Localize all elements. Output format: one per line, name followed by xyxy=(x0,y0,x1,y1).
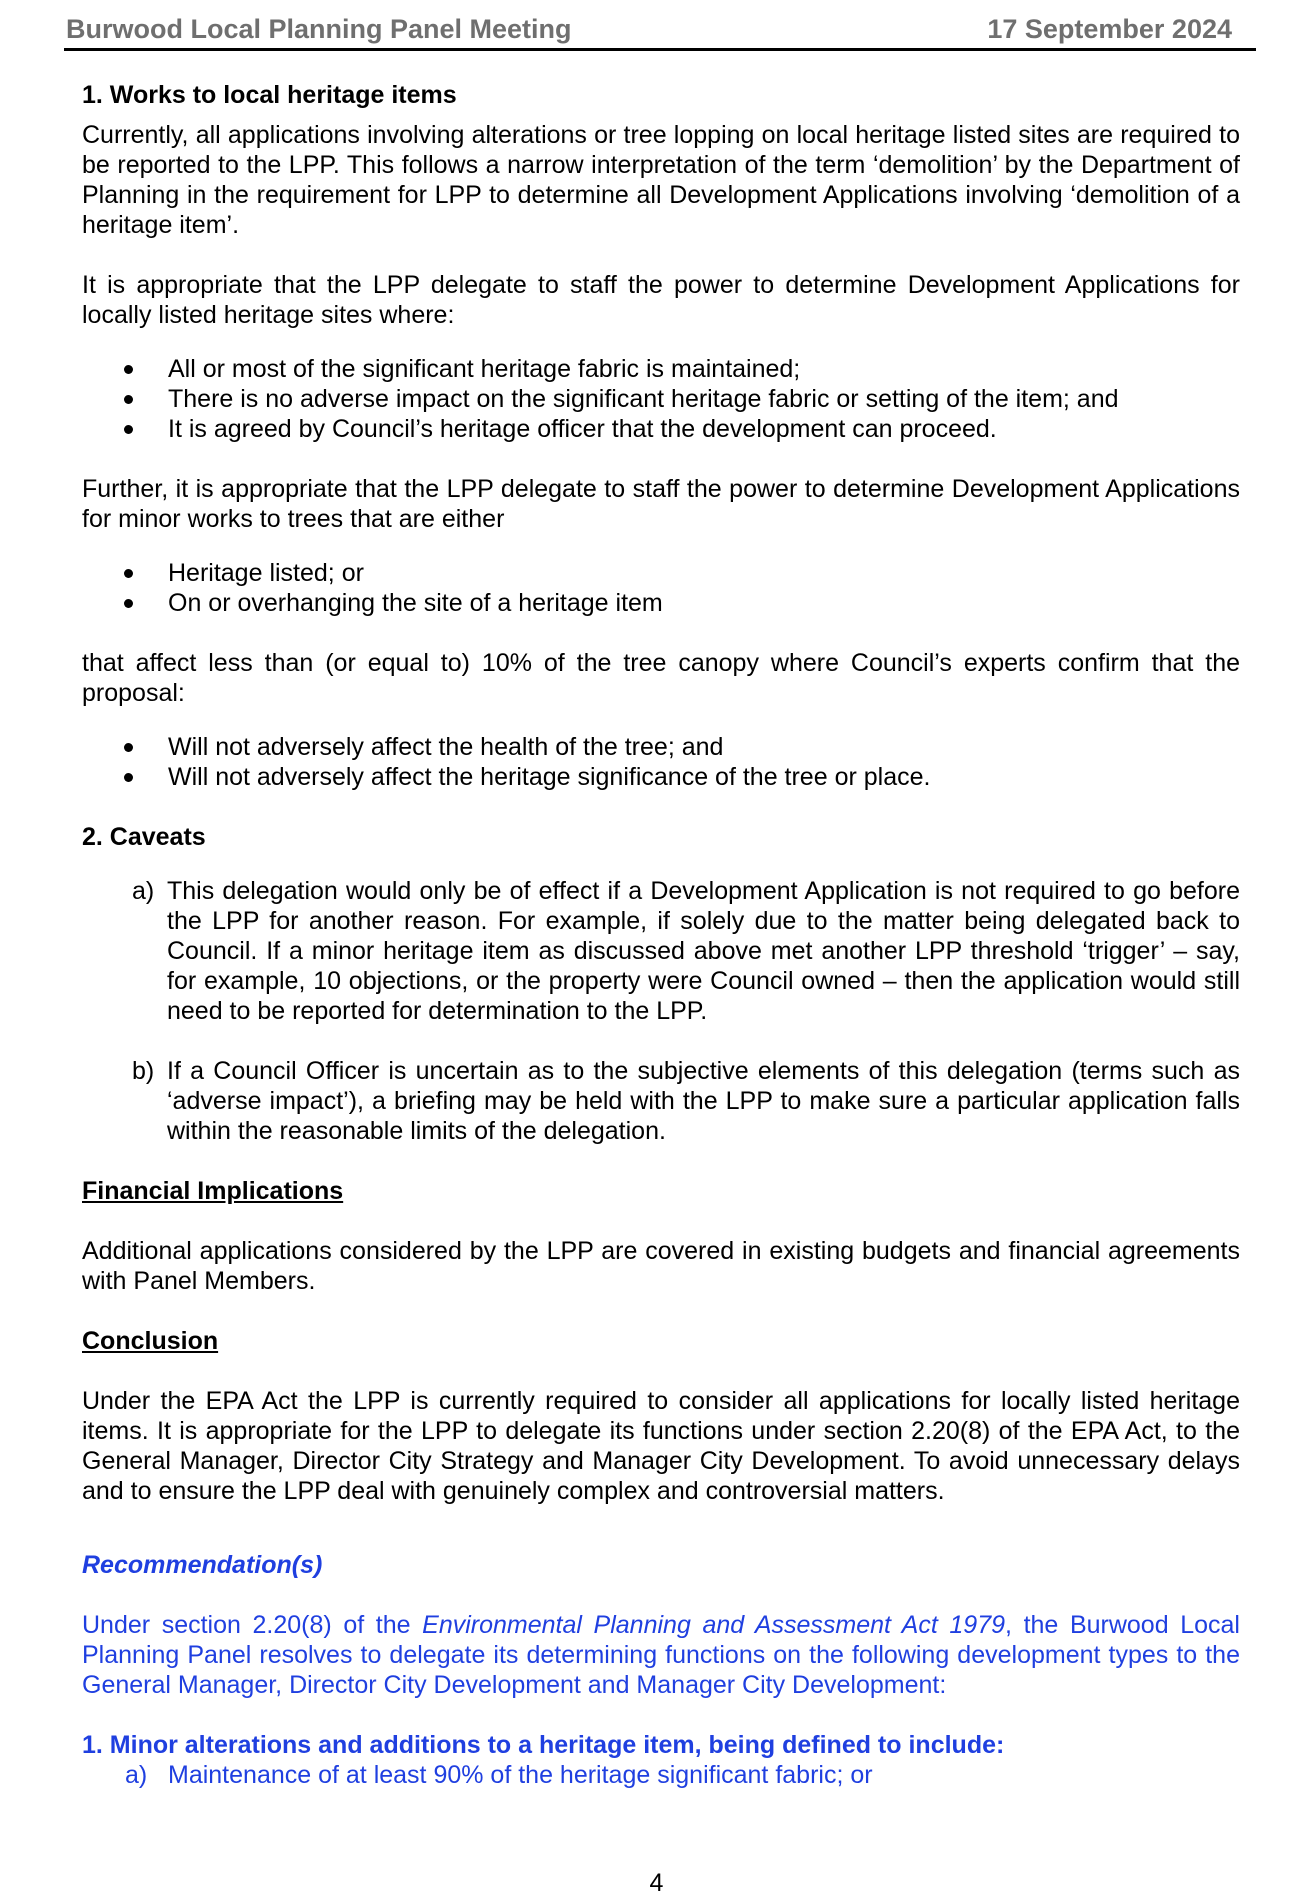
caveats-list xyxy=(82,876,1240,1146)
list-item: It is agreed by Council’s heritage officer that the development can proceed. xyxy=(82,414,1240,444)
bullet-icon xyxy=(124,773,133,782)
paragraph: Further, it is appropriate that the LPP delegate to staff the power to determine Development Applications for minor works to trees that are either xyxy=(82,475,1240,533)
bullet-icon xyxy=(124,599,133,608)
list-item: There is no adverse impact on the significant heritage fabric or setting of the item; and xyxy=(82,384,1240,414)
bullet-icon xyxy=(124,425,133,434)
bullet-icon xyxy=(124,569,133,578)
list-marker: a) xyxy=(132,877,155,905)
paragraph: Currently, all applications involving alterations or tree lopping on local heritage listed sites are required to be reported to the LPP. This follows a narrow interpretation of the term ‘demolition’ by the Department of Planning in the requirement for LPP to determine all Development Applications involving ‘demolition of a heritage item’. xyxy=(82,121,1240,239)
bullet-list xyxy=(82,558,1240,618)
list-marker: b) xyxy=(132,1057,155,1085)
act-name: Environmental Planning and Assessment Act 1979 xyxy=(422,1611,1006,1639)
financial-heading: Financial Implications xyxy=(82,1177,344,1205)
recommendation-paragraph: Under section 2.20(8) of the Environmental Planning and Assessment Act 1979, the Burwood Local Planning Panel resolves to delegate its determining functions on the following development types to the General Manager, Director City Development and Manager City Development: xyxy=(82,1611,1240,1699)
bullet-icon xyxy=(124,743,133,752)
page-header xyxy=(64,12,1256,51)
bullet-icon xyxy=(124,365,133,374)
page-number: 4 xyxy=(649,1869,664,1897)
list-item: Will not adversely affect the health of the tree; and xyxy=(82,732,1240,762)
header-title: Burwood Local Planning Panel Meeting xyxy=(66,14,572,44)
list-item: b) If a Council Officer is uncertain as to the subjective elements of this delegation (terms such as ‘adverse impact’), a briefing may be held with the LPP to make sure a particular application falls within the reasonable limits of the delegation. xyxy=(132,1057,1240,1145)
recommendation-item-title: 1. Minor alterations and additions to a heritage item, being defined to include: xyxy=(82,1731,1005,1759)
paragraph: It is appropriate that the LPP delegate to staff the power to determine Development Applications for locally listed heritage sites where: xyxy=(82,271,1240,329)
section-heading-heritage: 1. Works to local heritage items xyxy=(82,81,457,109)
list-marker: a) xyxy=(125,1761,148,1789)
paragraph: Under the EPA Act the LPP is currently required to consider all applications for locally listed heritage items. It is appropriate for the LPP to delegate its functions under section 2.20(8) of the EPA Act, to the General Manager, Director City Strategy and Manager City Development. To avoid unnecessary delays and to ensure the LPP deal with genuinely complex and controversial matters. xyxy=(82,1387,1240,1505)
section-heading-caveats: 2. Caveats xyxy=(82,823,206,851)
list-item: All or most of the significant heritage fabric is maintained; xyxy=(82,354,1240,384)
paragraph: Additional applications considered by the LPP are covered in existing budgets and financial agreements with Panel Members. xyxy=(82,1237,1240,1295)
recommendation-heading: Recommendation(s) xyxy=(82,1551,323,1579)
list-item: a) This delegation would only be of effect if a Development Application is not required to go before the LPP for another reason. For example, if solely due to the matter being delegated back to Council. If a minor heritage item as discussed above met another LPP threshold ‘trigger’ – say, for example, 10 objections, or the property were Council owned – then the application would still need to be reported for determination to the LPP. xyxy=(132,877,1240,1025)
bullet-icon xyxy=(124,395,133,404)
conclusion-heading: Conclusion xyxy=(82,1327,219,1355)
list-item: On or overhanging the site of a heritage item xyxy=(82,588,1240,618)
header-date: 17 September 2024 xyxy=(987,14,1232,44)
paragraph: that affect less than (or equal to) 10% of the tree canopy where Council’s experts confirm that the proposal: xyxy=(82,649,1240,707)
list-item: Heritage listed; or xyxy=(82,558,1240,588)
recommendation-subitem: a) Maintenance of at least 90% of the heritage significant fabric; or xyxy=(125,1761,873,1789)
recommendation-section xyxy=(82,1550,1240,1790)
page-content xyxy=(82,80,1240,1790)
bullet-list xyxy=(82,732,1240,792)
list-item: Will not adversely affect the heritage significance of the tree or place. xyxy=(82,762,1240,792)
bullet-list xyxy=(82,354,1240,444)
